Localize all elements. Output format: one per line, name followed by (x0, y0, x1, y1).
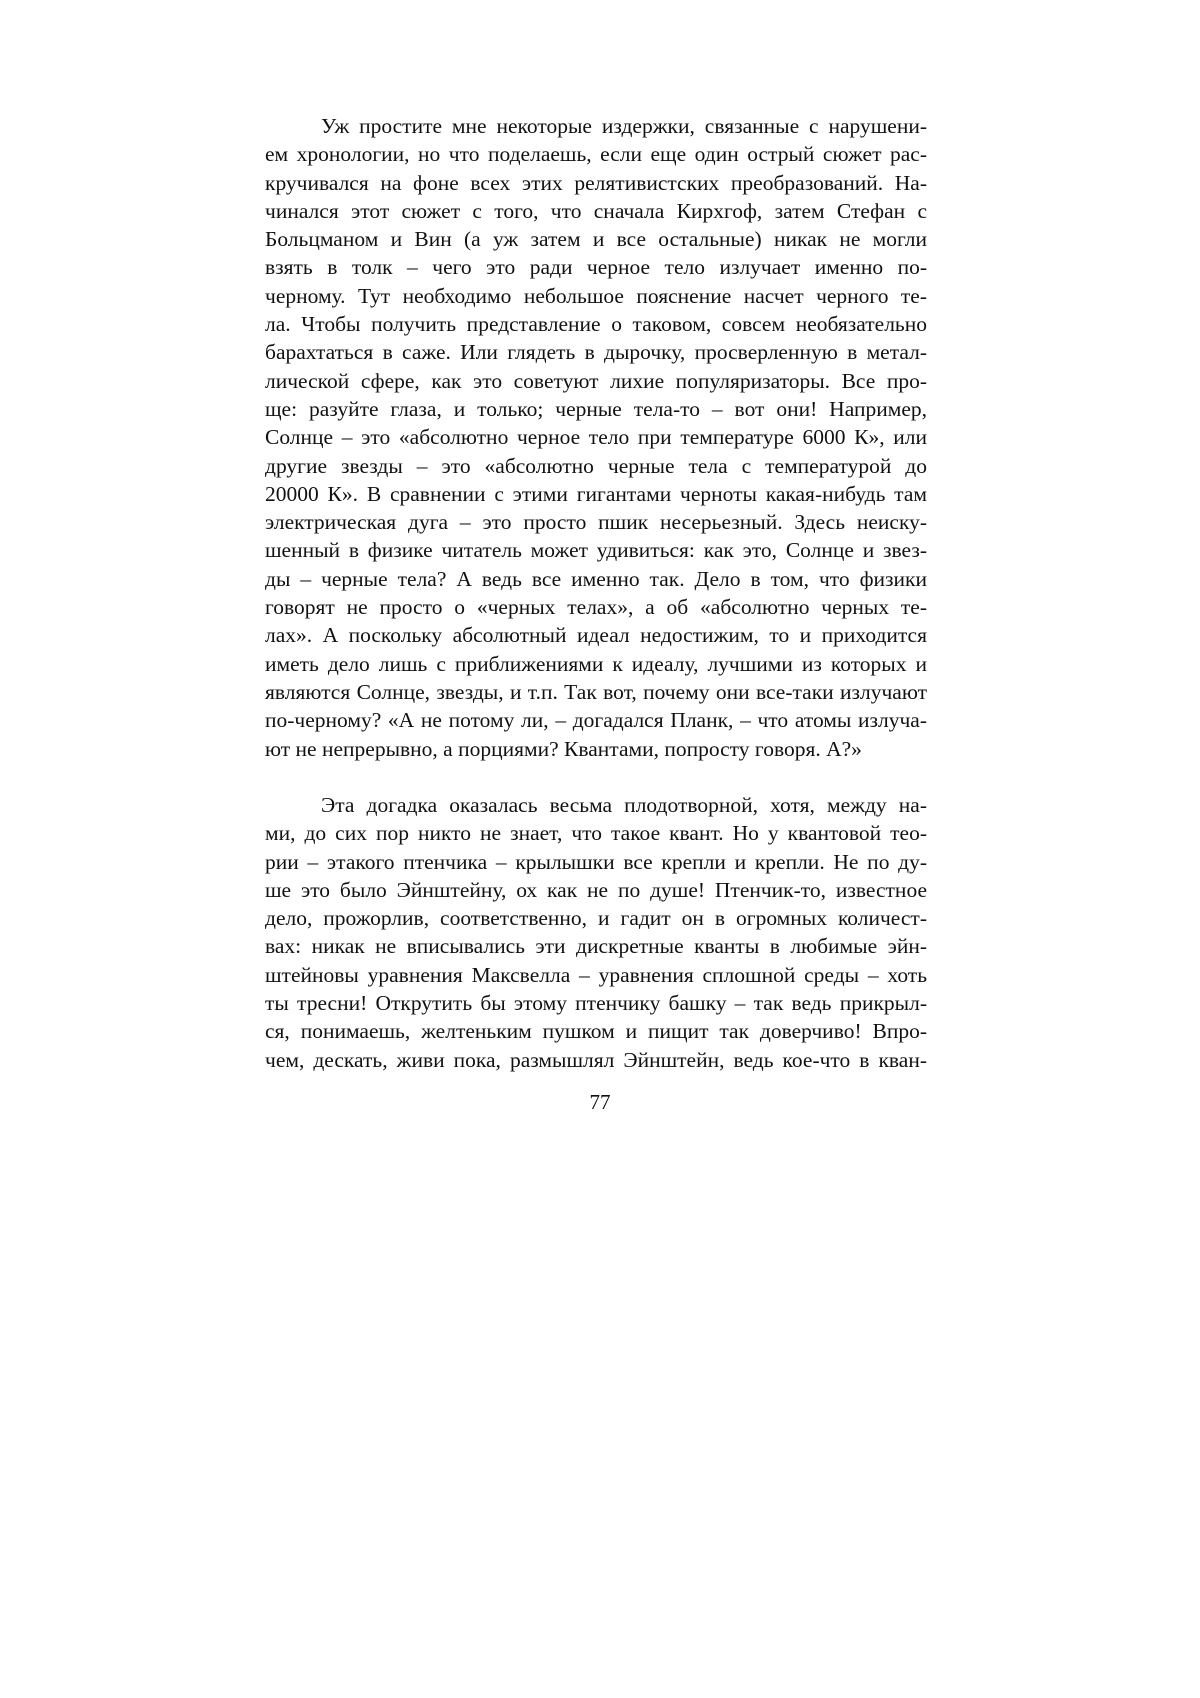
paragraph-line: кручивался на фоне всех этих релятивистских преобразований. На- (265, 170, 927, 195)
paragraph-line: лической сфере, как это советуют лихие популяризаторы. Все про- (265, 368, 927, 393)
paragraph-line: ми, до сих пор никто не знает, что такое квант. Но у квантовой тео- (265, 821, 927, 846)
page-number: 77 (589, 1090, 611, 1114)
paragraph-line: ем хронологии, но что поделаешь, если еще один острый сюжет рас- (265, 142, 927, 167)
paragraph-line: чинался этот сюжет с того, что сначала Кирхгоф, затем Стефан с (265, 198, 927, 223)
paragraph-line: являются Солнце, звезды, и т.п. Так вот, почему они все-таки излучают (265, 679, 927, 704)
paragraph-line: Больцманом и Вин (а уж затем и все остальные) никак не могли (265, 227, 927, 252)
paragraph-line: ся, понимаешь, желтеньким пушком и пищит так доверчиво! Впро- (265, 1019, 927, 1044)
paragraph-line: ше это было Эйнштейну, ох как не по душе! Птенчик-то, известное (265, 877, 927, 902)
paragraph-line: 20000 К». В сравнении с этими гигантами черноты какая-нибудь там (265, 481, 927, 506)
paragraph-line: рии – этакого птенчика – крылышки все крепли и крепли. Не по ду- (265, 849, 927, 874)
paragraph-line: шенный в физике читатель может удивиться: как это, Солнце и звез- (265, 538, 927, 563)
paragraph-line: ще: разуйте глаза, и только; черные тела-то – вот они! Например, (265, 396, 927, 421)
paragraph-line: Солнце – это «абсолютно черное тело при температуре 6000 К», или (265, 425, 927, 450)
paragraph-2 (265, 791, 927, 1074)
paragraph-line: ды – черные тела? А ведь все именно так. Дело в том, что физики (265, 566, 927, 591)
paragraph-line: штейновы уравнения Максвелла – уравнения сплошной среды – хоть (265, 962, 927, 987)
paragraph-line: ла. Чтобы получить представление о таковом, совсем необязательно (265, 312, 927, 337)
paragraph-line: электрическая дуга – это просто пшик несерьезный. Здесь неиску- (265, 510, 927, 535)
paragraph-line: лах». А поскольку абсолютный идеал недостижим, то и приходится (265, 623, 927, 648)
paragraph-1 (265, 112, 927, 763)
paragraph-line: вах: никак не вписывались эти дискретные кванты в любимые эйн- (265, 934, 927, 959)
paragraph-line: Уж простите мне некоторые издержки, связанные с нарушени- (321, 114, 927, 138)
paragraph-line: барахтаться в саже. Или глядеть в дырочку, просверленную в метал- (265, 340, 927, 365)
paragraph-line: ты тресни! Открутить бы этому птенчику башку – так ведь прикрыл- (265, 991, 927, 1016)
paragraph-line: дело, прожорлив, соответственно, и гадит он в огромных количест- (265, 906, 927, 931)
paragraph-line: чем, дескать, живи пока, размышлял Эйнштейн, ведь кое-что в кван- (265, 1047, 927, 1072)
paragraph-line: Эта догадка оказалась весьма плодотворной, хотя, между на- (321, 793, 927, 817)
paragraph-line: иметь дело лишь с приближениями к идеалу, лучшими из которых и (265, 651, 927, 676)
paragraph-line: другие звезды – это «абсолютно черные тела с температурой до (265, 453, 927, 478)
paragraph-line: черному. Тут необходимо небольшое пояснение насчет черного те- (265, 283, 927, 308)
paragraph-line: взять в толк – чего это ради черное тело излучает именно по- (265, 255, 927, 280)
paragraph-line: ют не непрерывно, а порциями? Квантами, попросту говоря. А?» (265, 736, 862, 761)
paragraph-line: по-черному? «А не потому ли, – догадался Планк, – что атомы излуча- (265, 708, 927, 733)
paragraph-line: говорят не просто о «черных телах», а об «абсолютно черных те- (265, 595, 927, 620)
